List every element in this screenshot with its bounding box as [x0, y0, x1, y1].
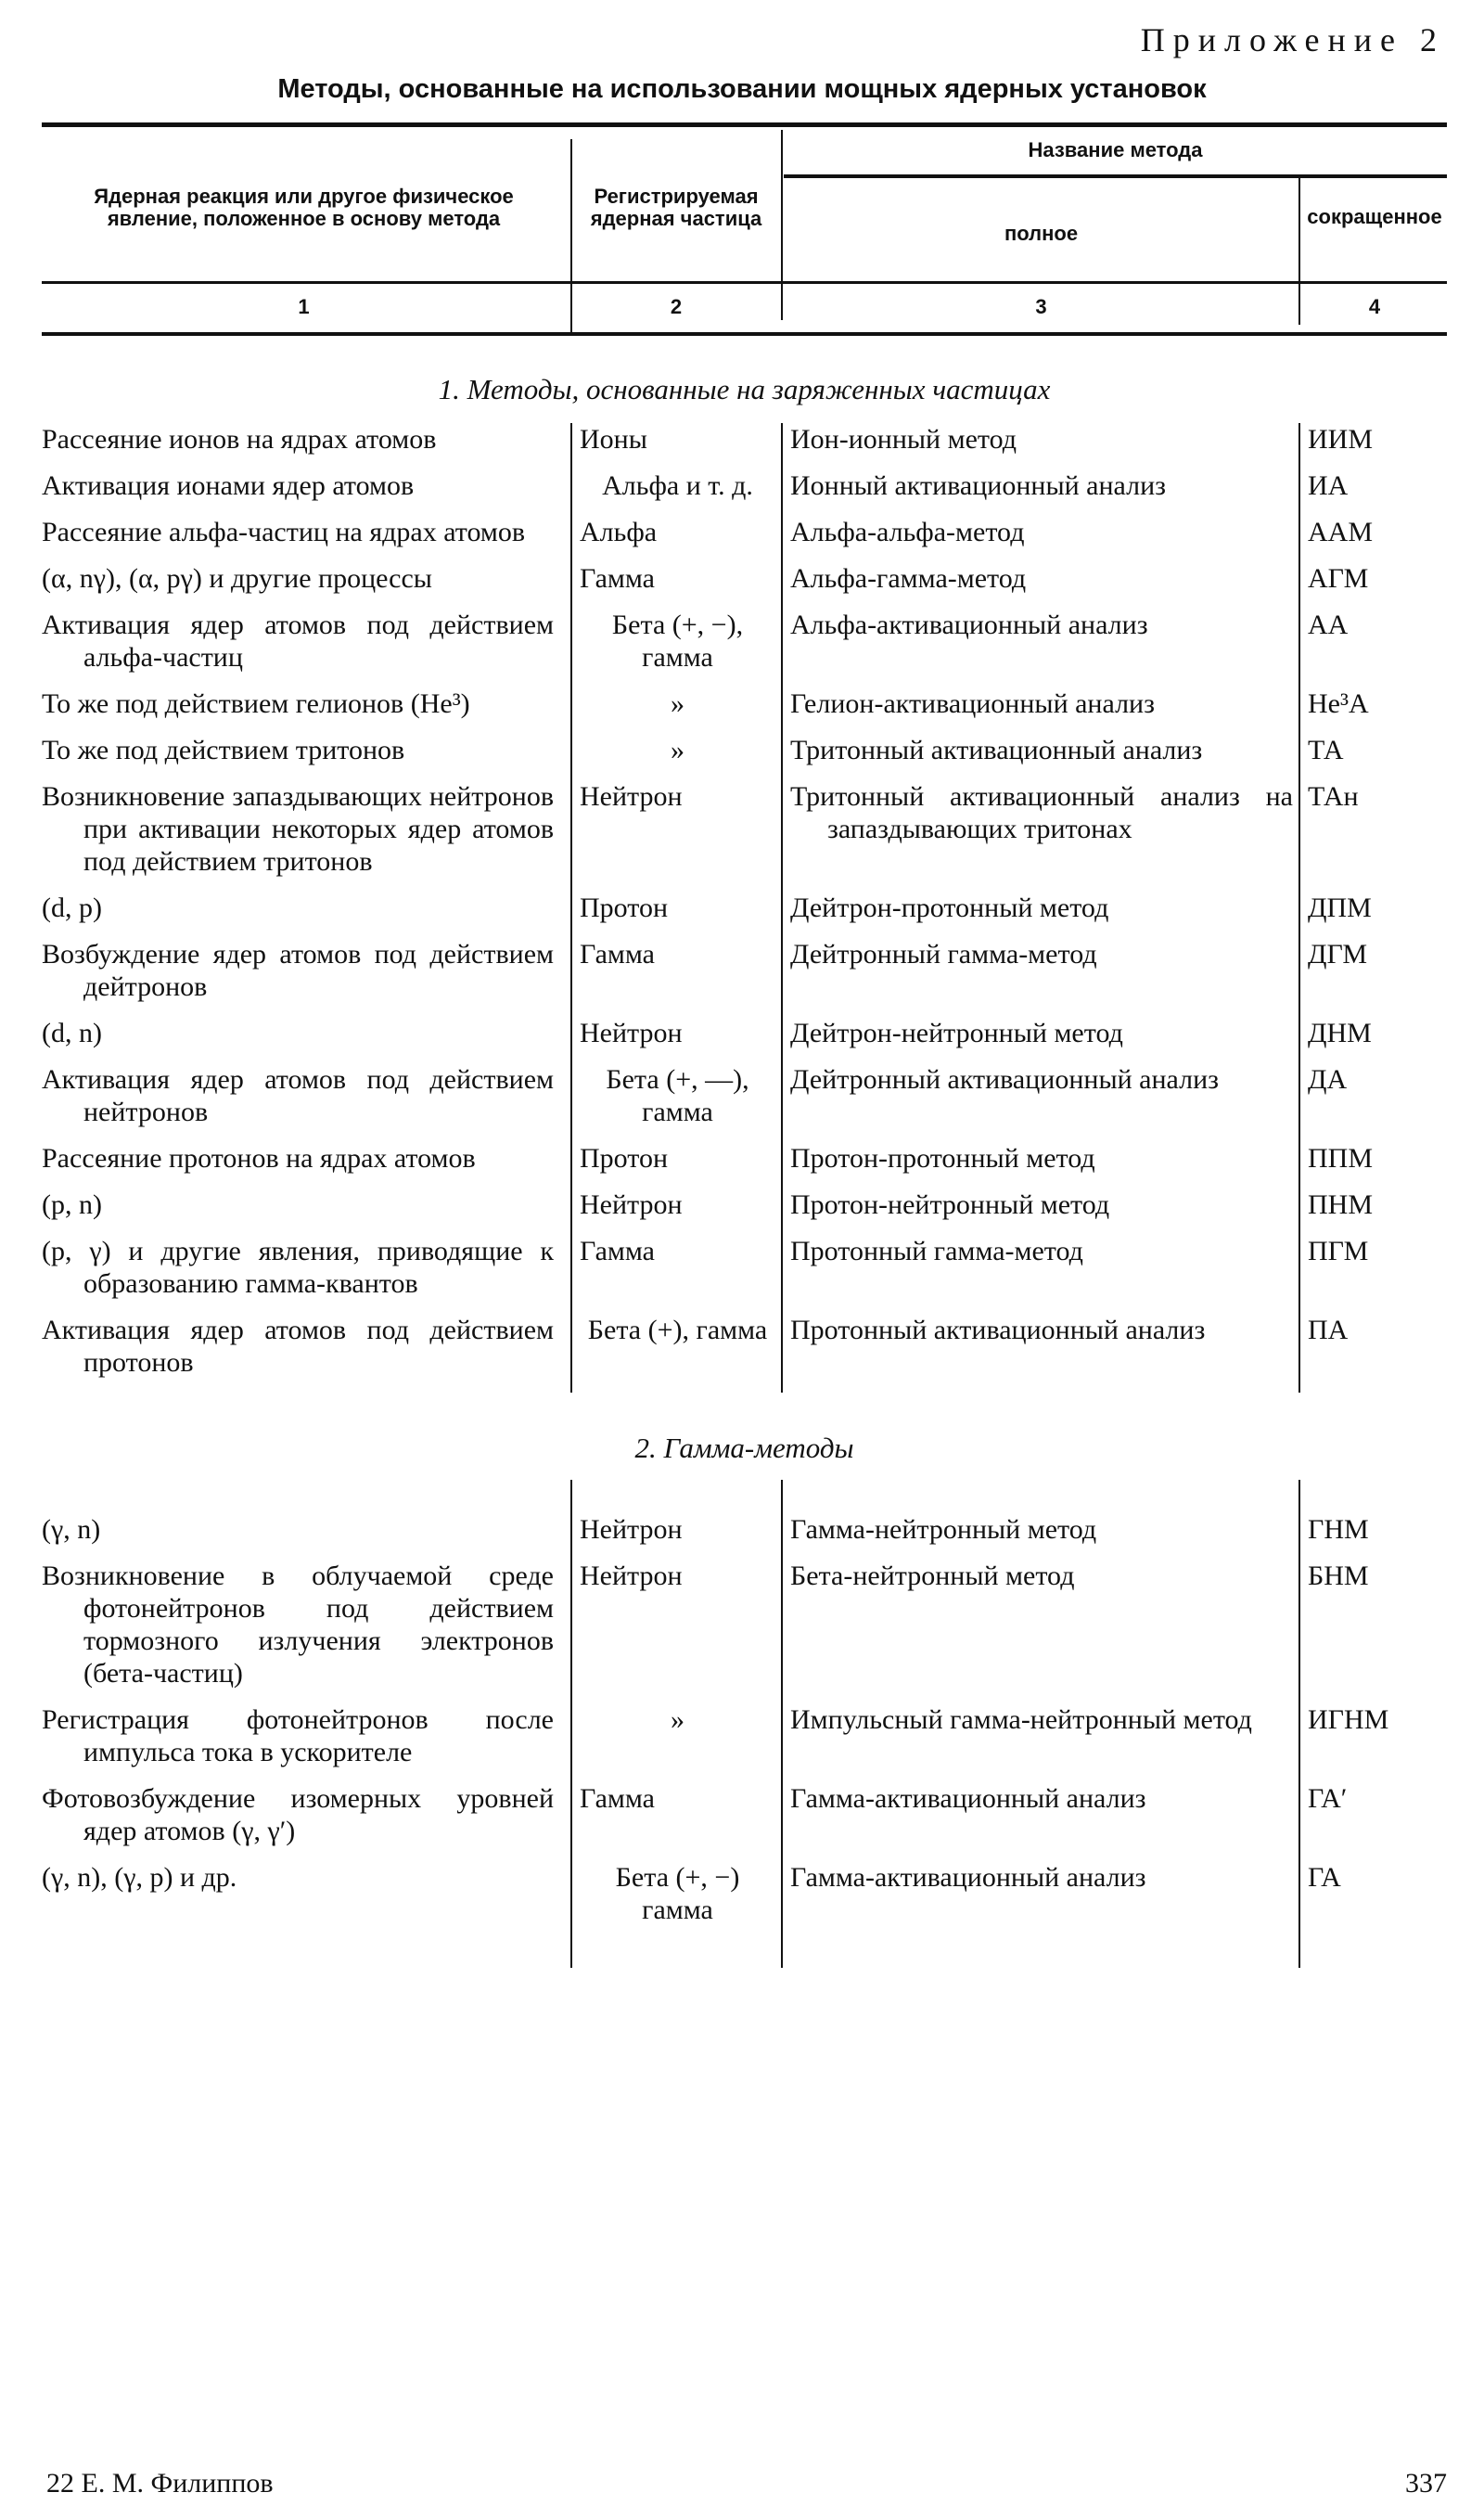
particle-cell: Гамма	[570, 562, 781, 609]
abbreviation-cell: ДНМ	[1298, 1017, 1447, 1063]
abbreviation-cell: ИА	[1298, 469, 1447, 516]
abbreviation-cell: АГМ	[1298, 562, 1447, 609]
reaction-cell: Регистрация фотонейтронов после импульса тока в ускорителе	[42, 1704, 554, 1767]
abbreviation-cell: ПНМ	[1298, 1188, 1447, 1235]
particle-cell: Гамма	[570, 1235, 781, 1314]
reaction-cell: (α, nγ), (α, pγ) и другие процессы	[42, 563, 432, 594]
method-name-cell: Дейтронный гамма-метод	[781, 938, 1298, 1017]
abbreviation-cell: ИГНМ	[1298, 1703, 1447, 1782]
abbreviation-cell: ГНМ	[1298, 1513, 1447, 1560]
method-name-cell: Альфа-активационный анализ	[781, 609, 1298, 687]
abbreviation-cell: ГА′	[1298, 1782, 1447, 1861]
column-divider	[1298, 178, 1300, 325]
reaction-cell: Рассеяние ионов на ядрах атомов	[42, 424, 437, 455]
abbreviation-cell: БНМ	[1298, 1560, 1447, 1703]
column-number: 3	[1035, 295, 1047, 318]
page-number: 337	[1405, 2468, 1447, 2499]
particle-cell: Бета (+), гамма	[570, 1314, 781, 1393]
column-divider	[781, 130, 783, 320]
reaction-cell: То же под действием тритонов	[42, 735, 405, 765]
abbreviation-cell: ТА	[1298, 734, 1447, 780]
column-number: 2	[670, 295, 683, 318]
abbreviation-cell: АА	[1298, 609, 1447, 687]
abbreviation-cell: ПГМ	[1298, 1235, 1447, 1314]
header-col-particle: Регистрируемая ядерная частица	[590, 185, 762, 230]
reaction-cell: Активация ядер атомов под действием протонов	[42, 1315, 554, 1378]
method-name-cell: Ион-ионный метод	[781, 423, 1298, 469]
column-number: 1	[298, 295, 310, 318]
method-name-cell: Бета-нейтронный метод	[781, 1560, 1298, 1703]
table-body	[42, 371, 1447, 1968]
particle-cell: Гамма	[570, 1782, 781, 1861]
particle-cell: Альфа	[570, 516, 781, 562]
particle-cell: Нейтрон	[570, 1513, 781, 1560]
method-name-cell: Тритонный активационный анализ на запаздывающих тритонах	[781, 780, 1298, 892]
table-spacer	[42, 1480, 570, 1513]
method-name-cell: Тритонный активационный анализ	[781, 734, 1298, 780]
table-spacer	[781, 1940, 1298, 1968]
header-col-full: полное	[1004, 222, 1079, 245]
numbers-rule	[42, 332, 1447, 336]
particle-cell: Альфа и т. д.	[570, 469, 781, 516]
table-spacer	[570, 1940, 781, 1968]
particle-cell: Нейтрон	[570, 1560, 781, 1703]
top-rule	[42, 122, 1447, 127]
abbreviation-cell: ДГМ	[1298, 938, 1447, 1017]
method-name-cell: Протонный гамма-метод	[781, 1235, 1298, 1314]
abbreviation-cell: He³А	[1298, 687, 1447, 734]
table-spacer	[570, 1480, 781, 1513]
abbreviation-cell: ППМ	[1298, 1142, 1447, 1188]
reaction-cell: Рассеяние протонов на ядрах атомов	[42, 1143, 476, 1174]
section-title: 2. Гамма-методы	[634, 1432, 854, 1464]
page-title: Методы, основанные на использовании мощных ядерных установок	[277, 74, 1207, 104]
section-table	[42, 423, 1447, 1393]
abbreviation-cell: ДА	[1298, 1063, 1447, 1142]
abbreviation-cell: ИИМ	[1298, 423, 1447, 469]
abbreviation-cell: ГА	[1298, 1861, 1447, 1940]
reaction-cell: Активация ядер атомов под действием нейтронов	[42, 1064, 554, 1127]
particle-cell: Ионы	[570, 423, 781, 469]
method-name-cell: Альфа-гамма-метод	[781, 562, 1298, 609]
reaction-cell: Рассеяние альфа-частиц на ядрах атомов	[42, 517, 526, 547]
method-name-cell: Гамма-активационный анализ	[781, 1782, 1298, 1861]
table-spacer	[1298, 1940, 1447, 1968]
header-col-abbr: сокращенное	[1307, 205, 1442, 228]
abbreviation-cell: ПА	[1298, 1314, 1447, 1393]
reaction-cell: То же под действием гелионов (He³)	[42, 688, 470, 719]
method-name-cell: Альфа-альфа-метод	[781, 516, 1298, 562]
column-divider	[570, 139, 572, 334]
section-table	[42, 1480, 1447, 1968]
method-name-cell: Протон-нейтронный метод	[781, 1188, 1298, 1235]
method-name-cell: Импульсный гамма-нейтронный метод	[781, 1703, 1298, 1782]
abbreviation-cell: ААМ	[1298, 516, 1447, 562]
method-name-cell: Протонный активационный анализ	[781, 1314, 1298, 1393]
particle-cell: Нейтрон	[570, 1017, 781, 1063]
method-name-cell: Дейтронный активационный анализ	[781, 1063, 1298, 1142]
reaction-cell: Возникновение в облучаемой среде фотонейтронов под действием тормозного излучения электронов (бета-частиц)	[42, 1561, 554, 1689]
particle-cell: Бета (+, —), гамма	[570, 1063, 781, 1142]
particle-cell: Гамма	[570, 938, 781, 1017]
particle-cell: Бета (+, −) гамма	[570, 1861, 781, 1940]
reaction-cell: (d, p)	[42, 893, 102, 923]
particle-cell: Протон	[570, 1142, 781, 1188]
method-name-cell: Дейтрон-протонный метод	[781, 892, 1298, 938]
header-rule	[42, 281, 1447, 284]
method-name-cell: Ионный активационный анализ	[781, 469, 1298, 516]
table-spacer	[42, 1940, 570, 1968]
reaction-cell: Фотовозбуждение изомерных уровней ядер атомов (γ, γ′)	[42, 1783, 554, 1846]
footer-signature: 22 Е. М. Филиппов	[46, 2468, 274, 2499]
header-col-reaction: Ядерная реакция или другое физическое явление, положенное в основу метода	[94, 185, 514, 230]
method-name-cell: Гамма-активационный анализ	[781, 1861, 1298, 1940]
header-method-group: Название метода	[1028, 138, 1203, 161]
reaction-cell: (p, n)	[42, 1189, 102, 1220]
reaction-cell: (d, n)	[42, 1018, 102, 1048]
abbreviation-cell: ТАн	[1298, 780, 1447, 892]
reaction-cell: Возникновение запаздывающих нейтронов при активации некоторых ядер атомов под действием тритонов	[42, 781, 554, 877]
method-name-cell: Протон-протонный метод	[781, 1142, 1298, 1188]
particle-cell: Бета (+, −), гамма	[570, 609, 781, 687]
reaction-cell: (γ, n)	[42, 1514, 101, 1545]
method-group-rule	[784, 174, 1447, 178]
particle-cell: Протон	[570, 892, 781, 938]
reaction-cell: (p, γ) и другие явления, приводящие к образованию гамма-квантов	[42, 1236, 554, 1299]
reaction-cell: Активация ядер атомов под действием альфа-частиц	[42, 610, 554, 673]
particle-cell: Нейтрон	[570, 780, 781, 892]
method-name-cell: Гелион-активационный анализ	[781, 687, 1298, 734]
particle-cell: »	[570, 687, 781, 734]
abbreviation-cell: ДПМ	[1298, 892, 1447, 938]
table-spacer	[781, 1480, 1298, 1513]
column-number: 4	[1368, 295, 1381, 318]
reaction-cell: (γ, n), (γ, p) и др.	[42, 1862, 237, 1893]
method-name-cell: Гамма-нейтронный метод	[781, 1513, 1298, 1560]
particle-cell: »	[570, 1703, 781, 1782]
table-spacer	[1298, 1480, 1447, 1513]
particle-cell: Нейтрон	[570, 1188, 781, 1235]
reaction-cell: Возбуждение ядер атомов под действием дейтронов	[42, 939, 554, 1002]
particle-cell: »	[570, 734, 781, 780]
method-name-cell: Дейтрон-нейтронный метод	[781, 1017, 1298, 1063]
reaction-cell: Активация ионами ядер атомов	[42, 470, 415, 501]
appendix-label: Приложение 2	[1140, 21, 1445, 58]
section-title: 1. Методы, основанные на заряженных частицах	[438, 373, 1051, 405]
